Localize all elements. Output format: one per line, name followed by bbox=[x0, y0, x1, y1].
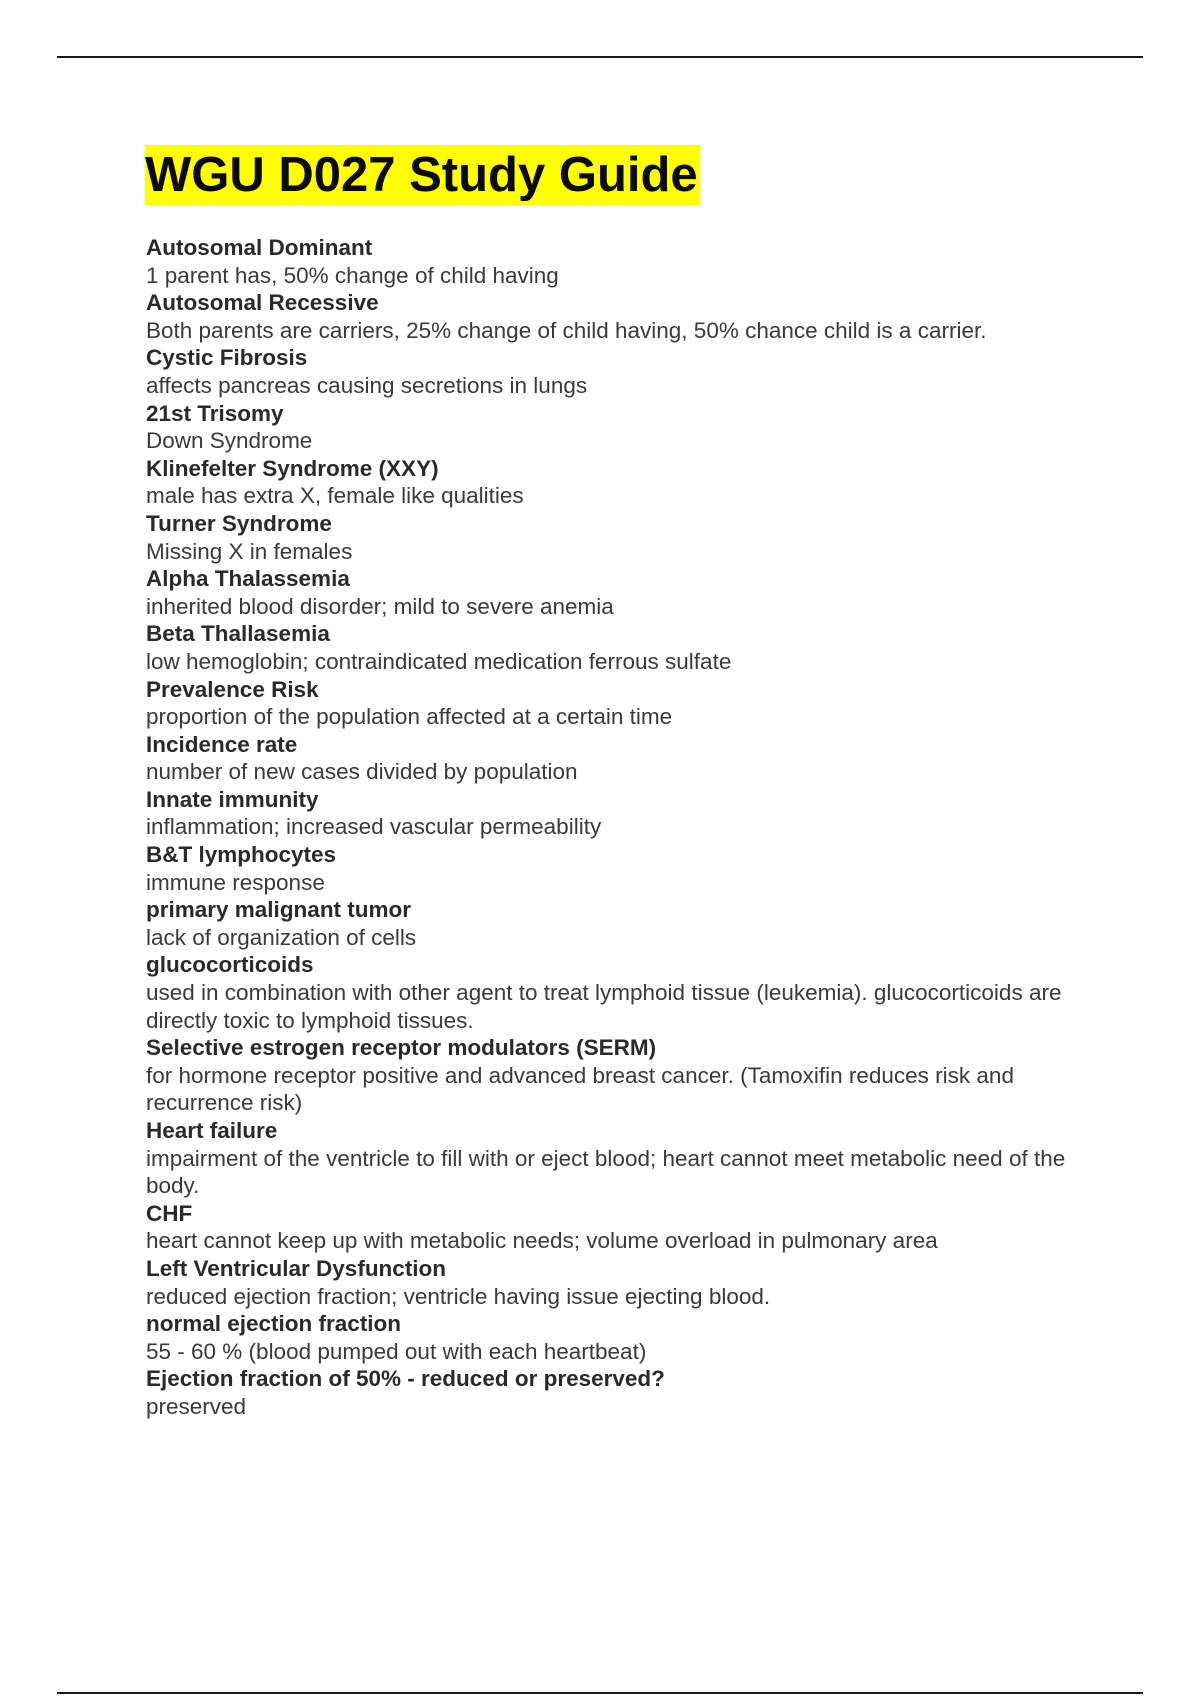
entry-term: Selective estrogen receptor modulators (SERM) bbox=[146, 1035, 657, 1061]
entry bbox=[146, 344, 1096, 399]
entry-term: Left Ventricular Dysfunction bbox=[146, 1255, 447, 1281]
entry bbox=[146, 565, 1096, 620]
entry-definition: lack of organization of cells bbox=[146, 924, 417, 950]
entry bbox=[146, 455, 1096, 510]
entry bbox=[146, 731, 1096, 786]
entry bbox=[146, 1200, 1096, 1255]
bottom-rule bbox=[57, 1692, 1143, 1694]
entry-definition: affects pancreas causing secretions in lungs bbox=[146, 372, 588, 398]
entry-definition: for hormone receptor positive and advanced breast cancer. (Tamoxifin reduces risk and recurrence risk) bbox=[146, 1062, 1014, 1116]
top-rule bbox=[57, 56, 1143, 58]
entry-term: Beta Thallasemia bbox=[146, 621, 330, 647]
entry-term: normal ejection fraction bbox=[146, 1311, 402, 1337]
entry-definition: used in combination with other agent to treat lymphoid tissue (leukemia). glucocorticoids are directly toxic to lymphoid tissues. bbox=[146, 980, 1062, 1033]
entry-definition: heart cannot keep up with metabolic needs; volume overload in pulmonary area bbox=[146, 1228, 938, 1254]
entry-term: Ejection fraction of 50% - reduced or preserved? bbox=[146, 1366, 665, 1392]
entry-term: Alpha Thalassemia bbox=[146, 566, 350, 592]
entry-definition: reduced ejection fraction; ventricle having issue ejecting blood. bbox=[146, 1283, 771, 1309]
entry-definition: 1 parent has, 50% change of child having bbox=[146, 262, 559, 288]
entry bbox=[146, 951, 1096, 1034]
entry-term: glucocorticoids bbox=[146, 952, 314, 978]
entry-definition: Down Syndrome bbox=[146, 428, 313, 454]
entry-definition: impairment of the ventricle to fill with or eject blood; heart cannot meet metabolic need of the body. bbox=[146, 1145, 1066, 1199]
entry-term: B&T lymphocytes bbox=[146, 842, 337, 868]
study-guide-entries bbox=[146, 234, 1096, 1421]
entry bbox=[146, 841, 1096, 896]
entry bbox=[146, 620, 1096, 675]
entry-definition: inherited blood disorder; mild to severe anemia bbox=[146, 593, 614, 619]
entry bbox=[146, 676, 1096, 731]
entry bbox=[146, 1310, 1096, 1365]
entry-term: CHF bbox=[146, 1200, 193, 1226]
entry-term: Autosomal Recessive bbox=[146, 290, 379, 316]
entry bbox=[146, 289, 1096, 344]
entry-term: Cystic Fibrosis bbox=[146, 345, 308, 371]
entry-term: 21st Trisomy bbox=[146, 400, 284, 426]
entry bbox=[146, 1034, 1096, 1117]
entry bbox=[146, 786, 1096, 841]
entry-definition: 55 - 60 % (blood pumped out with each heartbeat) bbox=[146, 1338, 647, 1364]
entry-term: Klinefelter Syndrome (XXY) bbox=[146, 455, 439, 481]
entry-definition: low hemoglobin; contraindicated medication ferrous sulfate bbox=[146, 648, 732, 674]
entry-term: Turner Syndrome bbox=[146, 510, 332, 536]
entry-term: Incidence rate bbox=[146, 731, 298, 757]
entry-definition: proportion of the population affected at a certain time bbox=[146, 704, 673, 730]
entry bbox=[146, 510, 1096, 565]
page-title: WGU D027 Study Guide bbox=[145, 145, 700, 205]
entry-definition: preserved bbox=[146, 1393, 247, 1419]
entry-term: Heart failure bbox=[146, 1118, 278, 1143]
entry-definition: inflammation; increased vascular permeability bbox=[146, 814, 602, 840]
entry-term: Autosomal Dominant bbox=[146, 235, 373, 260]
entry-term: Innate immunity bbox=[146, 786, 319, 812]
entry bbox=[146, 400, 1096, 455]
entry bbox=[146, 1117, 1096, 1200]
entry-definition: number of new cases divided by population bbox=[146, 759, 578, 785]
entry-term: Prevalence Risk bbox=[146, 676, 319, 702]
entry bbox=[146, 1255, 1096, 1310]
entry-term: primary malignant tumor bbox=[146, 897, 412, 923]
entry-definition: male has extra X, female like qualities bbox=[146, 483, 524, 509]
entry-definition: Missing X in females bbox=[146, 538, 353, 564]
title-block bbox=[145, 145, 700, 205]
entry bbox=[146, 1365, 1096, 1420]
entry bbox=[146, 896, 1096, 951]
entry-definition: immune response bbox=[146, 869, 325, 895]
entry-definition: Both parents are carriers, 25% change of child having, 50% chance child is a carrier. bbox=[146, 317, 987, 343]
entry bbox=[146, 234, 1096, 289]
